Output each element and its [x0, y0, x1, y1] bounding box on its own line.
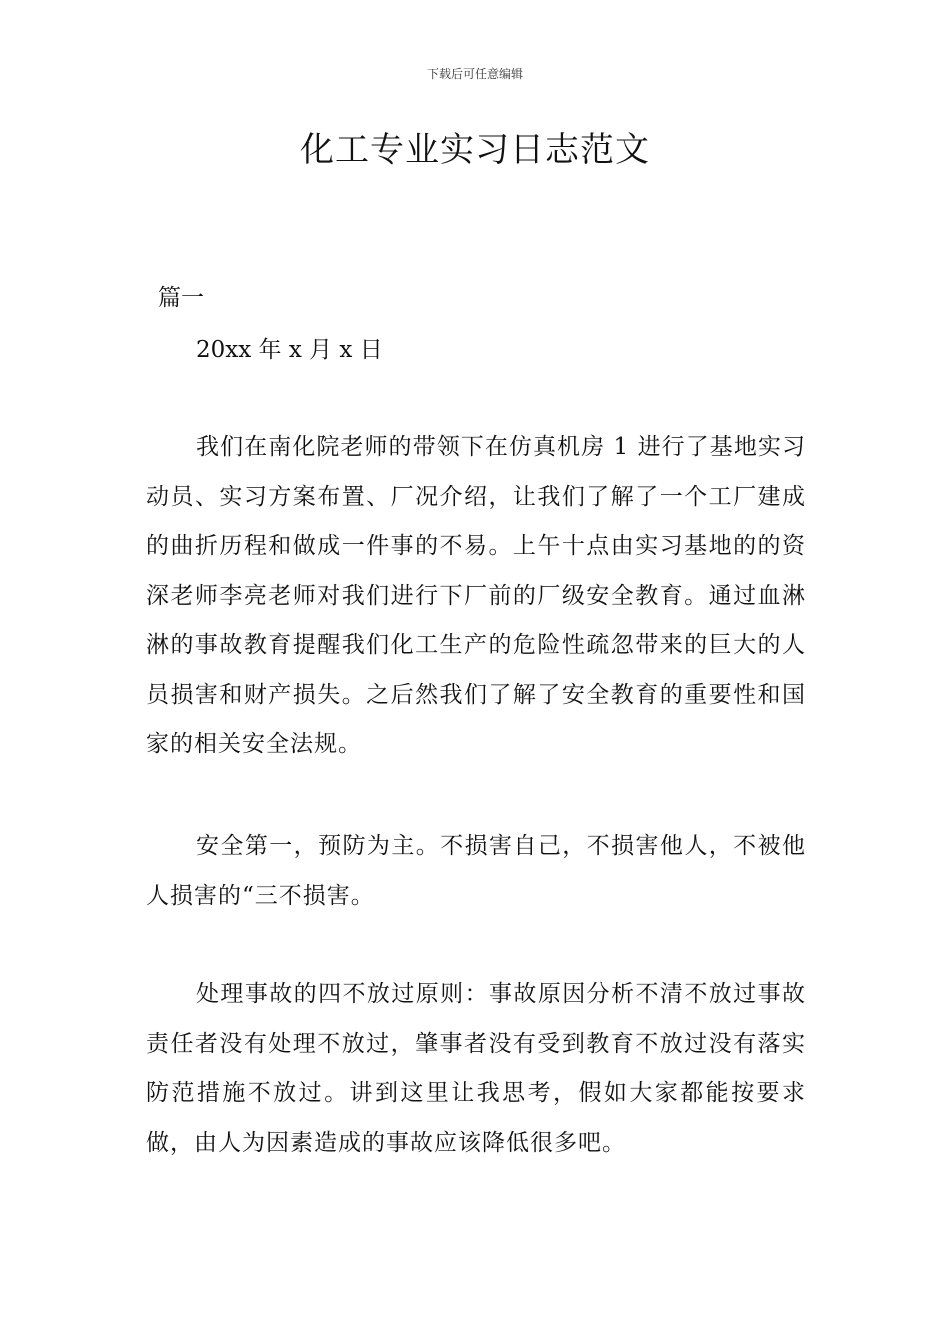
header-note: 下载后可任意编辑: [426, 67, 523, 81]
document-title: 化工专业实习日志范文: [300, 130, 650, 170]
diary-date: 20xx 年 x 月 x 日: [196, 337, 383, 363]
section-label: 篇一: [158, 285, 204, 311]
paragraph-2: 安全第一，预防为主。不损害自己，不损害他人，不被他人损害的“三不损害。: [146, 833, 806, 909]
paragraph-3: 处理事故的四不放过原则：事故原因分析不清不放过事故责任者没有处理不放过，肇事者没有受到教育不放过没有落实防范措施不放过。讲到这里让我思考，假如大家都能按要求做，由人为因素造成的事故应该降低很多吧。: [146, 981, 806, 1156]
paragraph-1: 我们在南化院老师的带领下在仿真机房 1 进行了基地实习动员、实习方案布置、厂况介绍，让我们了解了一个工厂建成的曲折历程和做成一件事的不易。上午十点由实习基地的的资深老师李亮老师对我们进行下厂前的厂级安全教育。通过血淋淋的事故教育提醒我们化工生产的危险性疏忽带来的巨大的人员损害和财产损失。之后然我们了解了安全教育的重要性和国家的相关安全法规。: [146, 434, 806, 757]
